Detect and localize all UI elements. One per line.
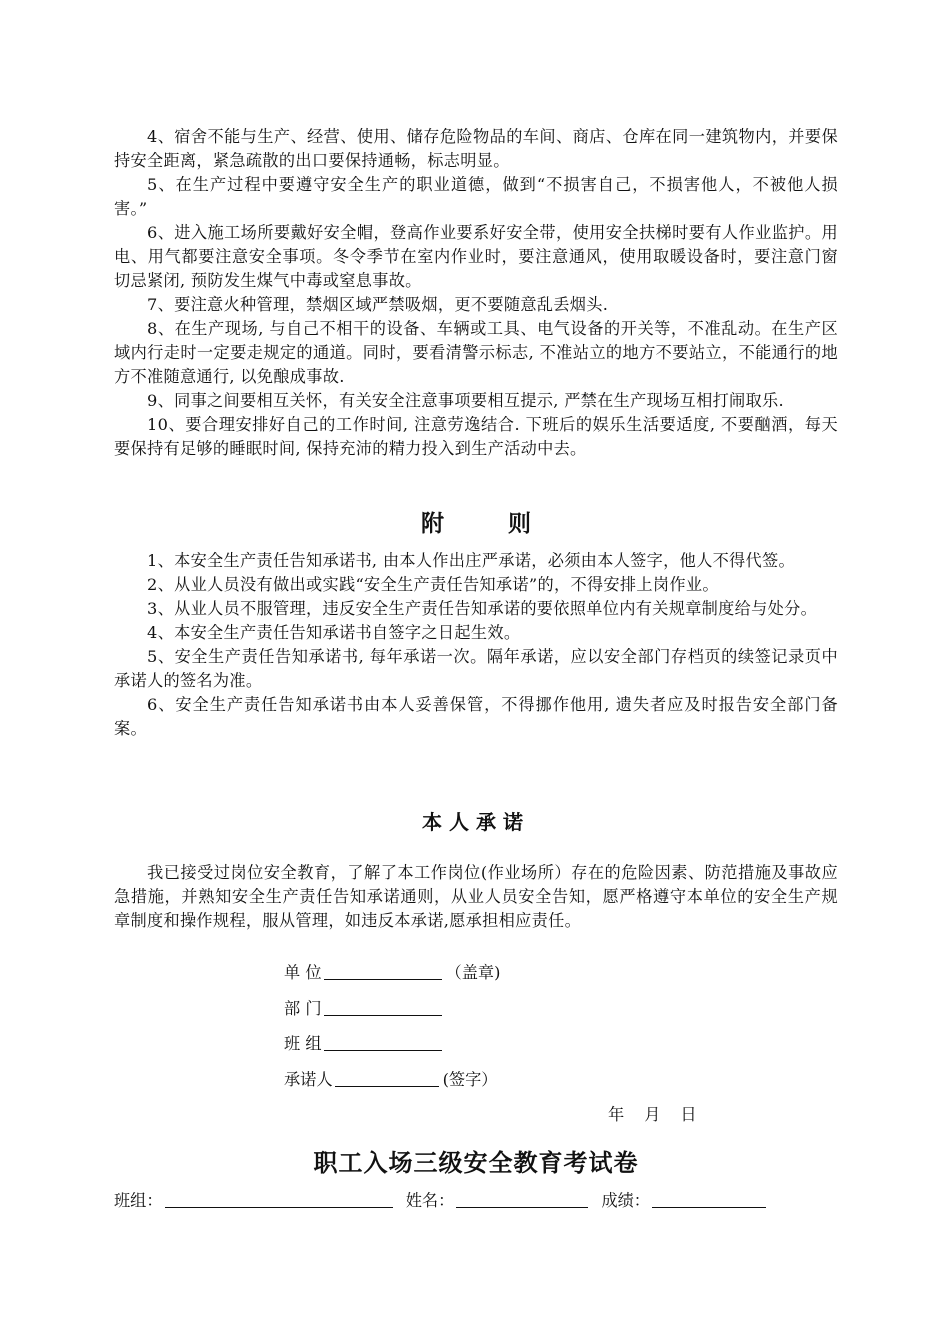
rule-item-6: 6、进入施工场所要戴好安全帽，登高作业要系好安全带，使用安全扶梯时要有人作业监护。用电、用气都要注意安全事项。冬令季节在室内作业时，要注意通风，使用取暖设备时，要注意门窗切忌紧闭, 预防发生煤气中毒或窒息事故。 <box>114 223 838 290</box>
dept-label: 部 门 <box>284 999 322 1018</box>
pledger-signature-row <box>284 1068 497 1092</box>
unit-blank[interactable] <box>324 961 442 980</box>
pledge-body <box>114 861 838 933</box>
safety-rules-list <box>114 125 838 461</box>
exam-title: 职工入场三级安全教育考试卷 <box>313 1149 639 1177</box>
supplementary-item-4: 4、本安全生产责任告知承诺书自签字之日起生效。 <box>147 623 521 642</box>
dept-blank[interactable] <box>324 997 442 1016</box>
supplementary-item-3: 3、从业人员不服管理，违反安全生产责任告知承诺的要依照单位内有关规章制度给与处分。 <box>147 599 818 618</box>
supplementary-item-1: 1、本安全生产责任告知承诺书, 由本人作出庄严承诺，必须由本人签字，他人不得代签。 <box>147 551 796 570</box>
supplementary-title: 附 则 <box>420 511 559 537</box>
date-month: 月 <box>644 1105 661 1124</box>
dept-signature-row <box>284 997 446 1021</box>
rule-item-10: 10、要合理安排好自己的工作时间, 注意劳逸结合. 下班后的娱乐生活要适度, 不要酗酒，每天要保持有足够的睡眠时间, 保持充沛的精力投入到生产活动中去。 <box>114 415 838 458</box>
pledge-date <box>608 1103 717 1127</box>
rule-item-7: 7、要注意火种管理，禁烟区域严禁吸烟，更不要随意乱丢烟头. <box>147 295 609 314</box>
exam-name-label: 姓名： <box>405 1191 455 1210</box>
supplementary-item-5: 5、安全生产责任告知承诺书, 每年承诺一次。隔年承诺，应以安全部门存档页的续签记录页中承诺人的签名为准。 <box>114 647 838 690</box>
supplementary-item-2: 2、从业人员没有做出或实践“安全生产责任告知承诺”的，不得安排上岗作业。 <box>147 575 719 594</box>
pledge-text: 我已接受过岗位安全教育，了解了本工作岗位(作业场所）存在的危险因素、防范措施及事故应急措施，并熟知安全生产责任告知承诺通则，从业人员安全告知，愿严格遵守本单位的安全生产规章制度和操作规程，服从管理，如违反本承诺,愿承担相应责任。 <box>114 863 838 930</box>
pledge-title: 本人承诺 <box>422 810 530 834</box>
team-blank[interactable] <box>324 1032 442 1051</box>
date-year: 年 <box>608 1105 625 1124</box>
rule-item-8: 8、在生产现场, 与自己不相干的设备、车辆或工具、电气设备的开关等，不准乱动。在生产区域内行走时一定要走规定的通道。同时，要看清警示标志, 不准站立的地方不要站立，不能通行的地方不准随意通行, 以免酿成事故. <box>114 319 838 386</box>
exam-team-label: 班组： <box>114 1191 163 1210</box>
exam-name-blank[interactable] <box>456 1189 588 1208</box>
pledger-note: (签字） <box>442 1070 498 1089</box>
team-label: 班 组 <box>284 1034 322 1053</box>
exam-info-row <box>114 1189 774 1213</box>
date-day: 日 <box>680 1105 697 1124</box>
unit-label: 单 位 <box>284 963 322 982</box>
rule-item-5: 5、在生产过程中要遵守安全生产的职业道德，做到“不损害自己，不损害他人，不被他人损害。” <box>114 175 838 218</box>
unit-signature-row <box>284 961 500 985</box>
rule-item-9: 9、同事之间要相互关怀，有关安全注意事项要相互提示, 严禁在生产现场互相打闹取乐. <box>147 391 784 410</box>
exam-score-label: 成绩： <box>601 1191 650 1210</box>
supplementary-list <box>114 549 838 741</box>
team-signature-row <box>284 1032 446 1056</box>
exam-team-blank[interactable] <box>165 1189 393 1208</box>
rule-item-4: 4、宿舍不能与生产、经营、使用、储存危险物品的车间、商店、仓库在同一建筑物内，并要保持安全距离，紧急疏散的出口要保持通畅，标志明显。 <box>114 127 838 170</box>
supplementary-item-6: 6、安全生产责任告知承诺书由本人妥善保管，不得挪作他用, 遗失者应及时报告安全部门备案。 <box>114 695 838 738</box>
exam-score-blank[interactable] <box>652 1189 766 1208</box>
pledger-label: 承诺人 <box>284 1070 333 1089</box>
unit-note: （盖章) <box>445 963 501 982</box>
pledger-blank[interactable] <box>335 1068 439 1087</box>
